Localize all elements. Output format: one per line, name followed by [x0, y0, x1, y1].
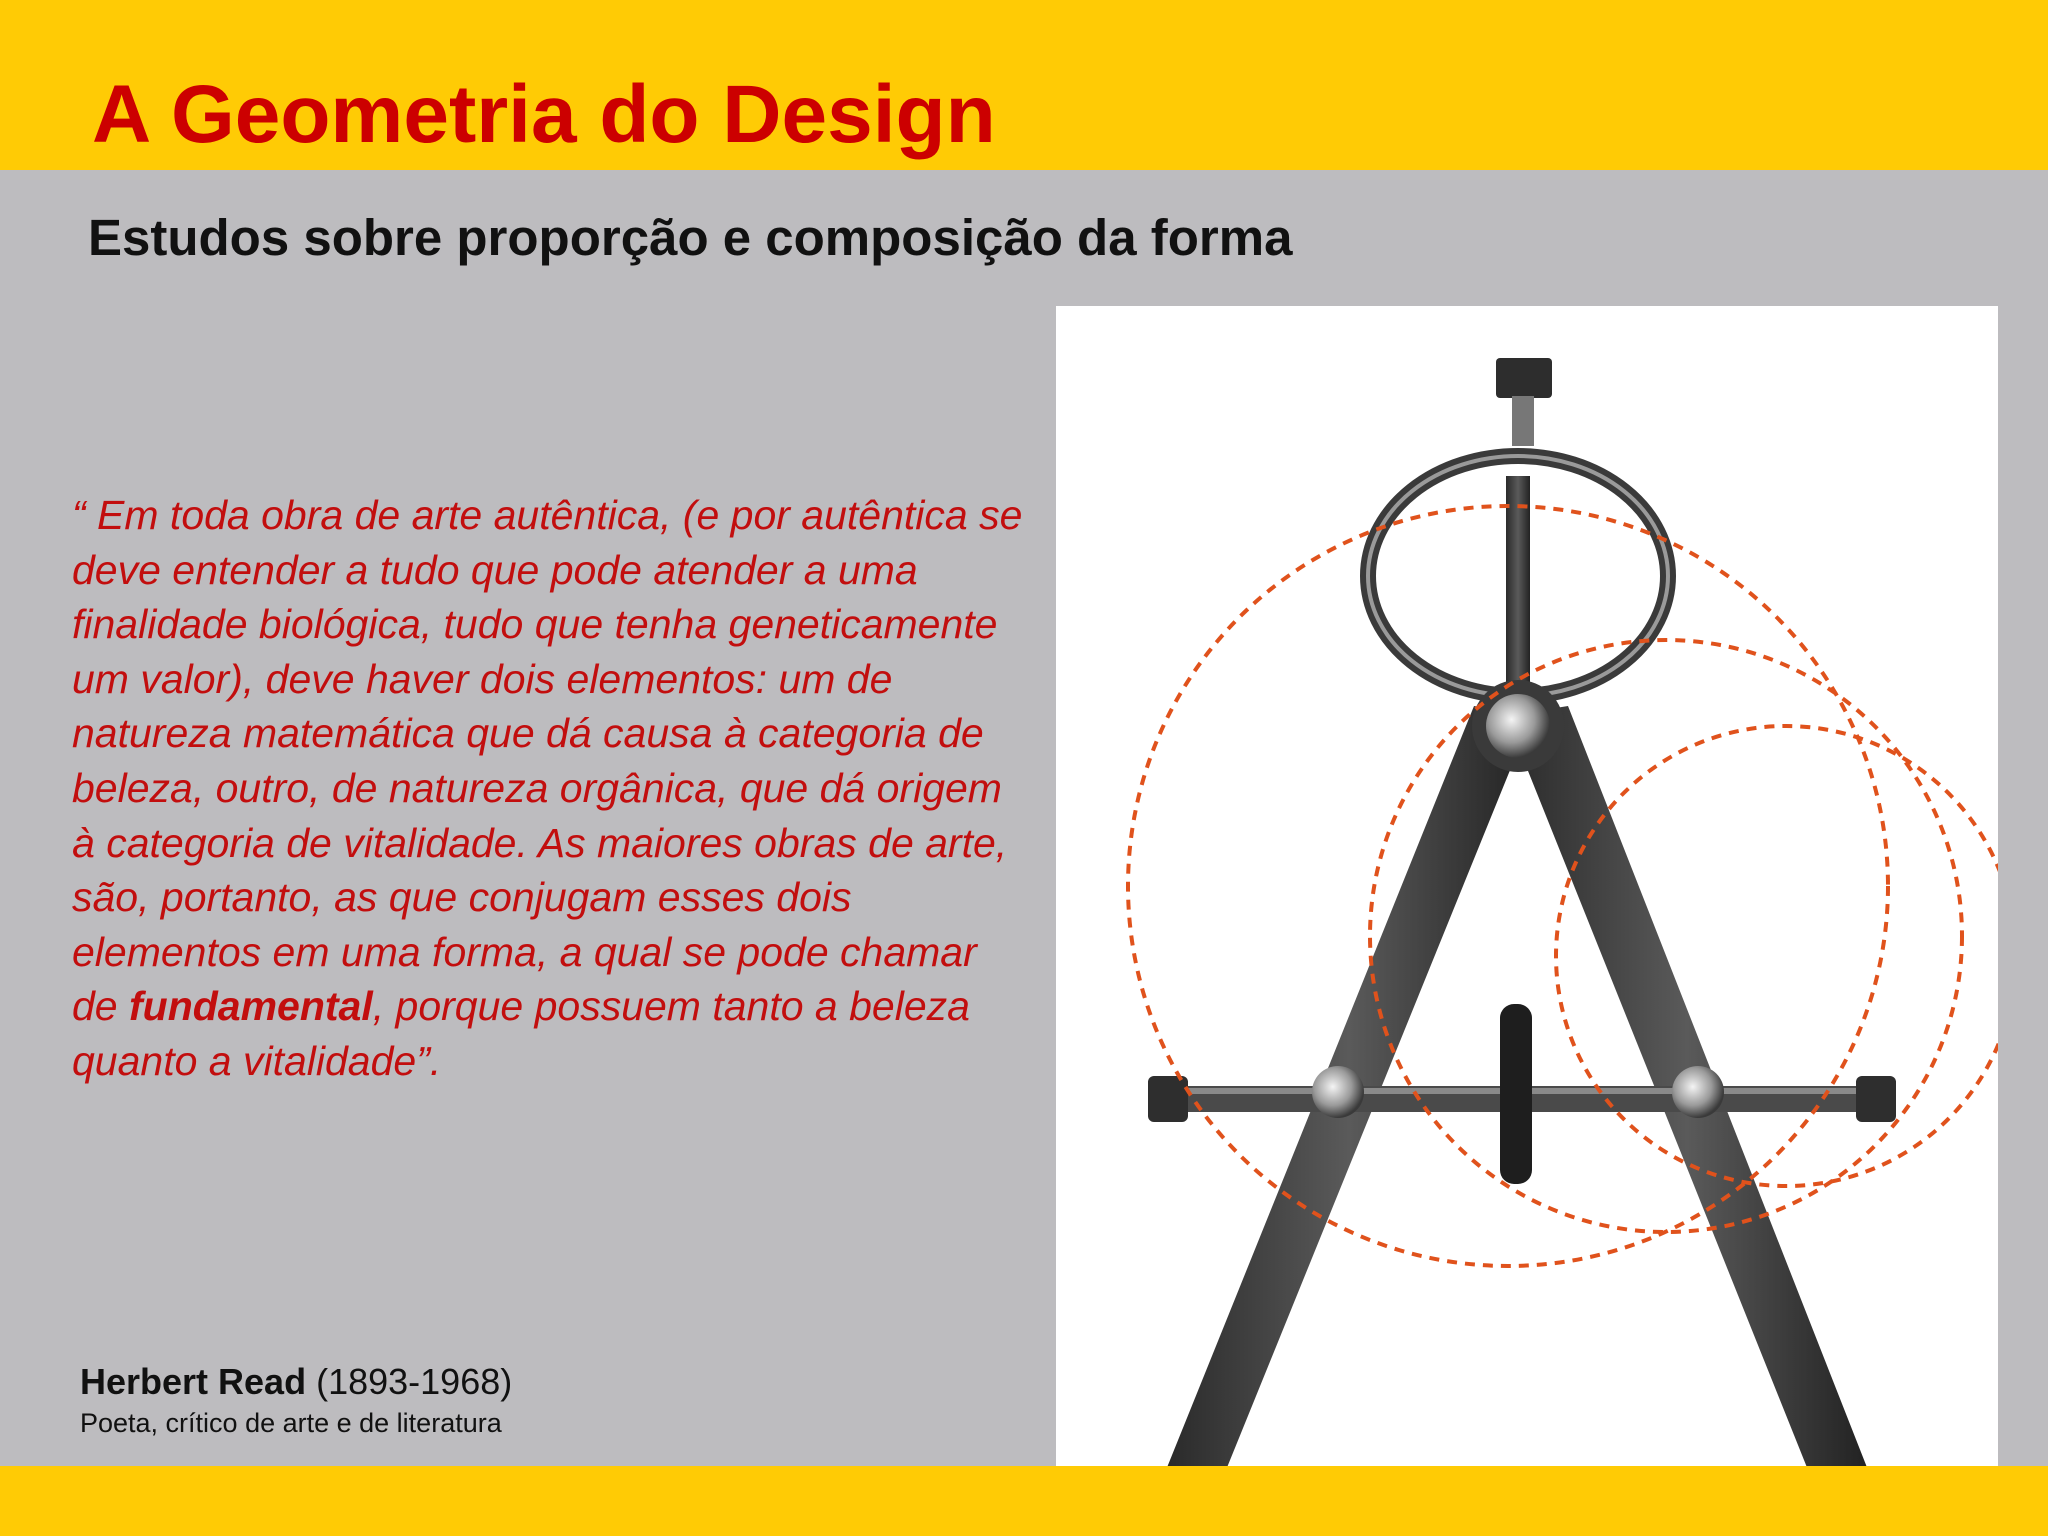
quote-text-start: “ Em toda obra de arte autêntica, (e por autêntica se deve entender a tudo que pode atender a uma finalidade biológica, tudo que tenha geneticamente um valor), deve haver dois elementos: um de natureza matemática que dá causa à categoria de beleza, outro, de natureza orgânica, que dá origem à categoria de vitalidade. As maiores obras de arte, são, portanto, as que conjugam esses dois elementos em uma forma, a qual se pode chamar de — [72, 492, 1023, 1030]
bottom-band — [0, 1466, 2048, 1536]
quote-text — [72, 488, 1032, 1089]
compass-icon — [1056, 306, 1998, 1470]
author-block — [80, 1360, 512, 1440]
slide-subtitle: Estudos sobre proporção e composição da forma — [88, 209, 1293, 266]
compass-image — [1056, 306, 1998, 1470]
author-name: Herbert Read — [80, 1361, 307, 1402]
author-line — [80, 1360, 512, 1403]
author-role: Poeta, crítico de arte e de literatura — [80, 1408, 502, 1439]
quote-bold-word: fundamental — [129, 983, 373, 1030]
quote-text-end: , porque possuem tanto a beleza quanto a vitalidade”. — [72, 983, 970, 1084]
author-years: (1893-1968) — [316, 1361, 513, 1402]
slide-title: A Geometria do Design — [92, 69, 996, 160]
